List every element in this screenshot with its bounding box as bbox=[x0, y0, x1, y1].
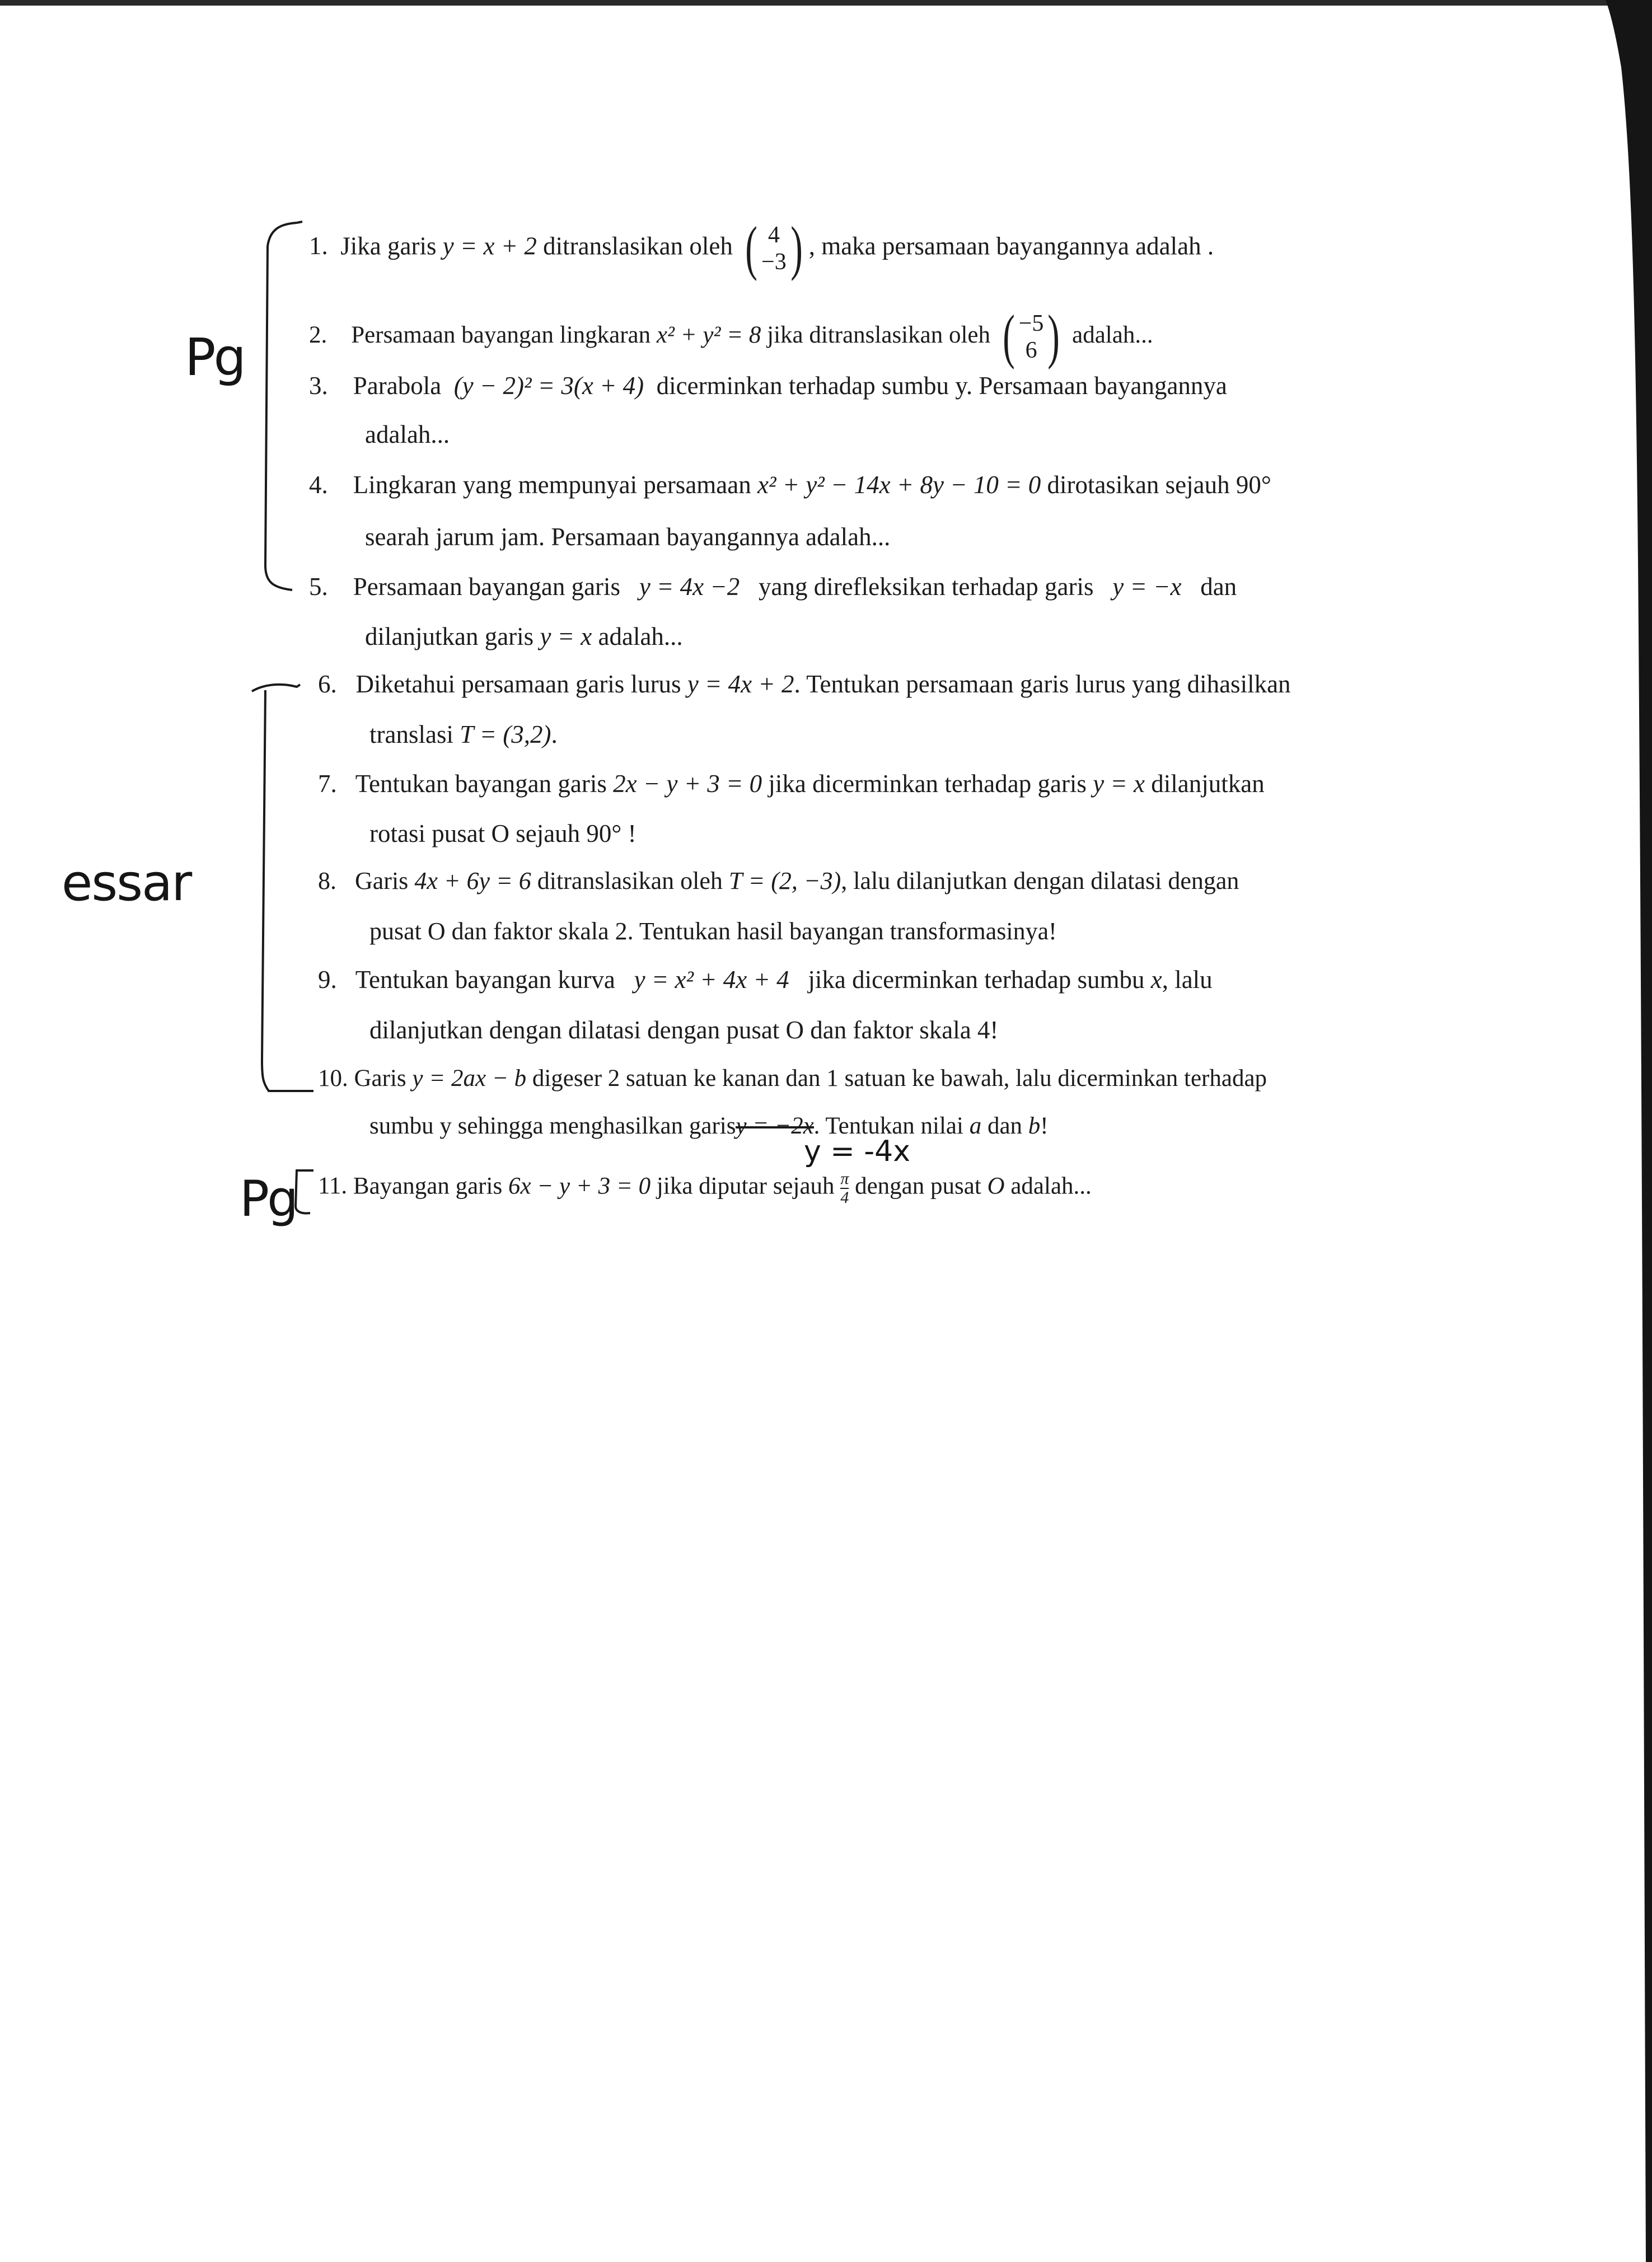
equation: y = −x bbox=[1112, 573, 1182, 601]
question-text: , lalu bbox=[1162, 966, 1213, 994]
question-11 bbox=[318, 1170, 1092, 1206]
translation-vector: ( −5 6 ) bbox=[1002, 303, 1060, 370]
question-text: . Tentukan nilai bbox=[813, 1113, 963, 1139]
equation: y = x² + 4x + 4 bbox=[634, 966, 789, 994]
question-text: Garis bbox=[354, 1065, 406, 1092]
question-number: 10. bbox=[318, 1065, 348, 1092]
question-text: dilanjutkan garis bbox=[365, 622, 534, 650]
equation: y = x bbox=[540, 622, 592, 650]
equation: y = 2ax − b bbox=[412, 1065, 527, 1092]
question-10 bbox=[318, 1066, 1267, 1090]
question-1 bbox=[309, 215, 1214, 282]
question-text: translasi bbox=[369, 720, 453, 748]
bracket-pg-group bbox=[246, 218, 313, 599]
question-text: . bbox=[551, 720, 558, 748]
question-text: Tentukan bayangan garis bbox=[355, 770, 607, 798]
question-5 bbox=[309, 574, 1237, 600]
question-text: jika dicerminkan terhadap sumbu bbox=[808, 966, 1145, 994]
question-text: dengan pusat bbox=[855, 1173, 981, 1200]
handwritten-correction: y = -4x bbox=[804, 1135, 911, 1168]
question-text: dan bbox=[1200, 573, 1237, 601]
question-text: Parabola bbox=[353, 372, 442, 400]
question-text: Tentukan bayangan kurva bbox=[355, 966, 615, 994]
question-text: digeser 2 satuan ke kanan dan 1 satuan ke bawah, lalu dicerminkan terhadap bbox=[532, 1065, 1267, 1092]
question-9 bbox=[318, 967, 1213, 992]
question-number: 5. bbox=[309, 573, 328, 601]
equation: x bbox=[1150, 966, 1162, 994]
question-text: adalah... bbox=[598, 622, 683, 650]
question-6-continuation bbox=[369, 722, 558, 747]
question-text: jika dicerminkan terhadap garis bbox=[768, 770, 1087, 798]
equation: y = x + 2 bbox=[442, 232, 537, 260]
question-text: Garis bbox=[355, 867, 409, 895]
question-text: , lalu dilanjutkan dengan dilatasi dengan bbox=[841, 867, 1239, 895]
equation: T = (3,2) bbox=[460, 720, 551, 748]
equation: x² + y² − 14x + 8y − 10 = 0 bbox=[757, 471, 1041, 499]
fraction-pi-over-4 bbox=[840, 1170, 849, 1206]
question-4-continuation: searah jarum jam. Persamaan bayangannya adalah... bbox=[365, 523, 891, 551]
question-text: Lingkaran yang mempunyai persamaan bbox=[353, 471, 751, 499]
question-text: ditranslasikan oleh bbox=[537, 867, 723, 895]
equation: (y − 2)² = 3(x + 4) bbox=[453, 372, 644, 400]
question-number: 3. bbox=[309, 372, 328, 400]
question-number: 7. bbox=[318, 770, 337, 798]
question-text: . Tentukan persamaan garis lurus yang dihasilkan bbox=[794, 670, 1291, 698]
fraction-denominator: 4 bbox=[840, 1188, 849, 1207]
variable: O bbox=[987, 1173, 1005, 1200]
handwritten-label-essay: essar bbox=[62, 854, 191, 912]
scan-edge-right bbox=[1599, 0, 1652, 2262]
scan-edge-top bbox=[0, 0, 1652, 6]
question-7-continuation: rotasi pusat O sejauh 90° ! bbox=[369, 819, 637, 847]
question-number: 2. bbox=[309, 321, 327, 348]
question-number: 9. bbox=[318, 966, 337, 994]
question-number: 1. bbox=[309, 232, 328, 260]
equation: 4x + 6y = 6 bbox=[414, 867, 531, 895]
bracket-essay-group bbox=[246, 675, 325, 1100]
question-9-continuation: dilanjutkan dengan dilatasi dengan pusat O dan faktor skala 4! bbox=[369, 1016, 999, 1044]
handwritten-label-pg-top: Pg bbox=[185, 327, 244, 387]
vector-top: 4 bbox=[767, 222, 780, 248]
variable: a bbox=[969, 1113, 982, 1139]
equation: y = 4x + 2 bbox=[687, 670, 794, 698]
question-6 bbox=[318, 672, 1291, 697]
question-7 bbox=[318, 771, 1265, 797]
question-text: Bayangan garis bbox=[353, 1173, 503, 1200]
question-10-continuation bbox=[369, 1114, 1049, 1138]
question-text: adalah... bbox=[1010, 1173, 1092, 1200]
question-text: jika ditranslasikan oleh bbox=[767, 321, 990, 348]
equation: 2x − y + 3 = 0 bbox=[613, 770, 762, 798]
question-8-continuation: pusat O dan faktor skala 2. Tentukan hasil bayangan transformasinya! bbox=[369, 917, 1057, 945]
vector-bottom: −3 bbox=[761, 249, 787, 275]
equation: y = x bbox=[1093, 770, 1145, 798]
fraction-numerator: π bbox=[840, 1169, 849, 1188]
crossed-out-equation: y = −2x bbox=[736, 1113, 814, 1139]
question-3 bbox=[309, 373, 1227, 399]
question-number: 6. bbox=[318, 670, 337, 698]
question-text: ! bbox=[1040, 1113, 1049, 1139]
translation-vector: ( 4 −3) bbox=[745, 215, 803, 282]
question-number: 11. bbox=[318, 1173, 348, 1200]
variable: b bbox=[1028, 1113, 1041, 1139]
question-4 bbox=[309, 472, 1271, 498]
question-text: adalah... bbox=[1072, 321, 1153, 348]
handwritten-label-pg-bottom: Pg bbox=[240, 1170, 296, 1228]
question-text: sumbu y sehingga menghasilkan garis bbox=[369, 1113, 736, 1139]
equation: x² + y² = 8 bbox=[656, 321, 761, 348]
question-8 bbox=[318, 869, 1239, 893]
question-text: dilanjutkan bbox=[1151, 770, 1265, 798]
question-text: , maka persamaan bayangannya adalah . bbox=[808, 232, 1214, 260]
question-text: dan bbox=[987, 1113, 1023, 1139]
question-text: dicerminkan terhadap sumbu y. Persamaan bayangannya bbox=[656, 372, 1227, 400]
equation: 6x − y + 3 = 0 bbox=[508, 1173, 651, 1200]
vector-top: −5 bbox=[1018, 310, 1044, 336]
question-5-continuation bbox=[365, 624, 683, 649]
question-3-continuation: adalah... bbox=[365, 420, 450, 448]
question-text: Persamaan bayangan garis bbox=[353, 573, 621, 601]
question-text: Diketahui persamaan garis lurus bbox=[355, 670, 681, 698]
question-text: Persamaan bayangan lingkaran bbox=[351, 321, 651, 348]
question-number: 8. bbox=[318, 867, 336, 895]
question-text: jika diputar sejauh bbox=[656, 1173, 835, 1200]
question-number: 4. bbox=[309, 471, 328, 499]
question-text: Jika garis bbox=[340, 232, 437, 260]
question-text: ditranslasikan oleh bbox=[543, 232, 733, 260]
question-text: dirotasikan sejauh 90° bbox=[1047, 471, 1271, 499]
question-2 bbox=[309, 303, 1153, 370]
question-text: yang direfleksikan terhadap garis bbox=[759, 573, 1094, 601]
equation: T = (2, −3) bbox=[728, 867, 841, 895]
equation: y = 4x −2 bbox=[639, 573, 740, 601]
vector-bottom: 6 bbox=[1025, 338, 1037, 363]
